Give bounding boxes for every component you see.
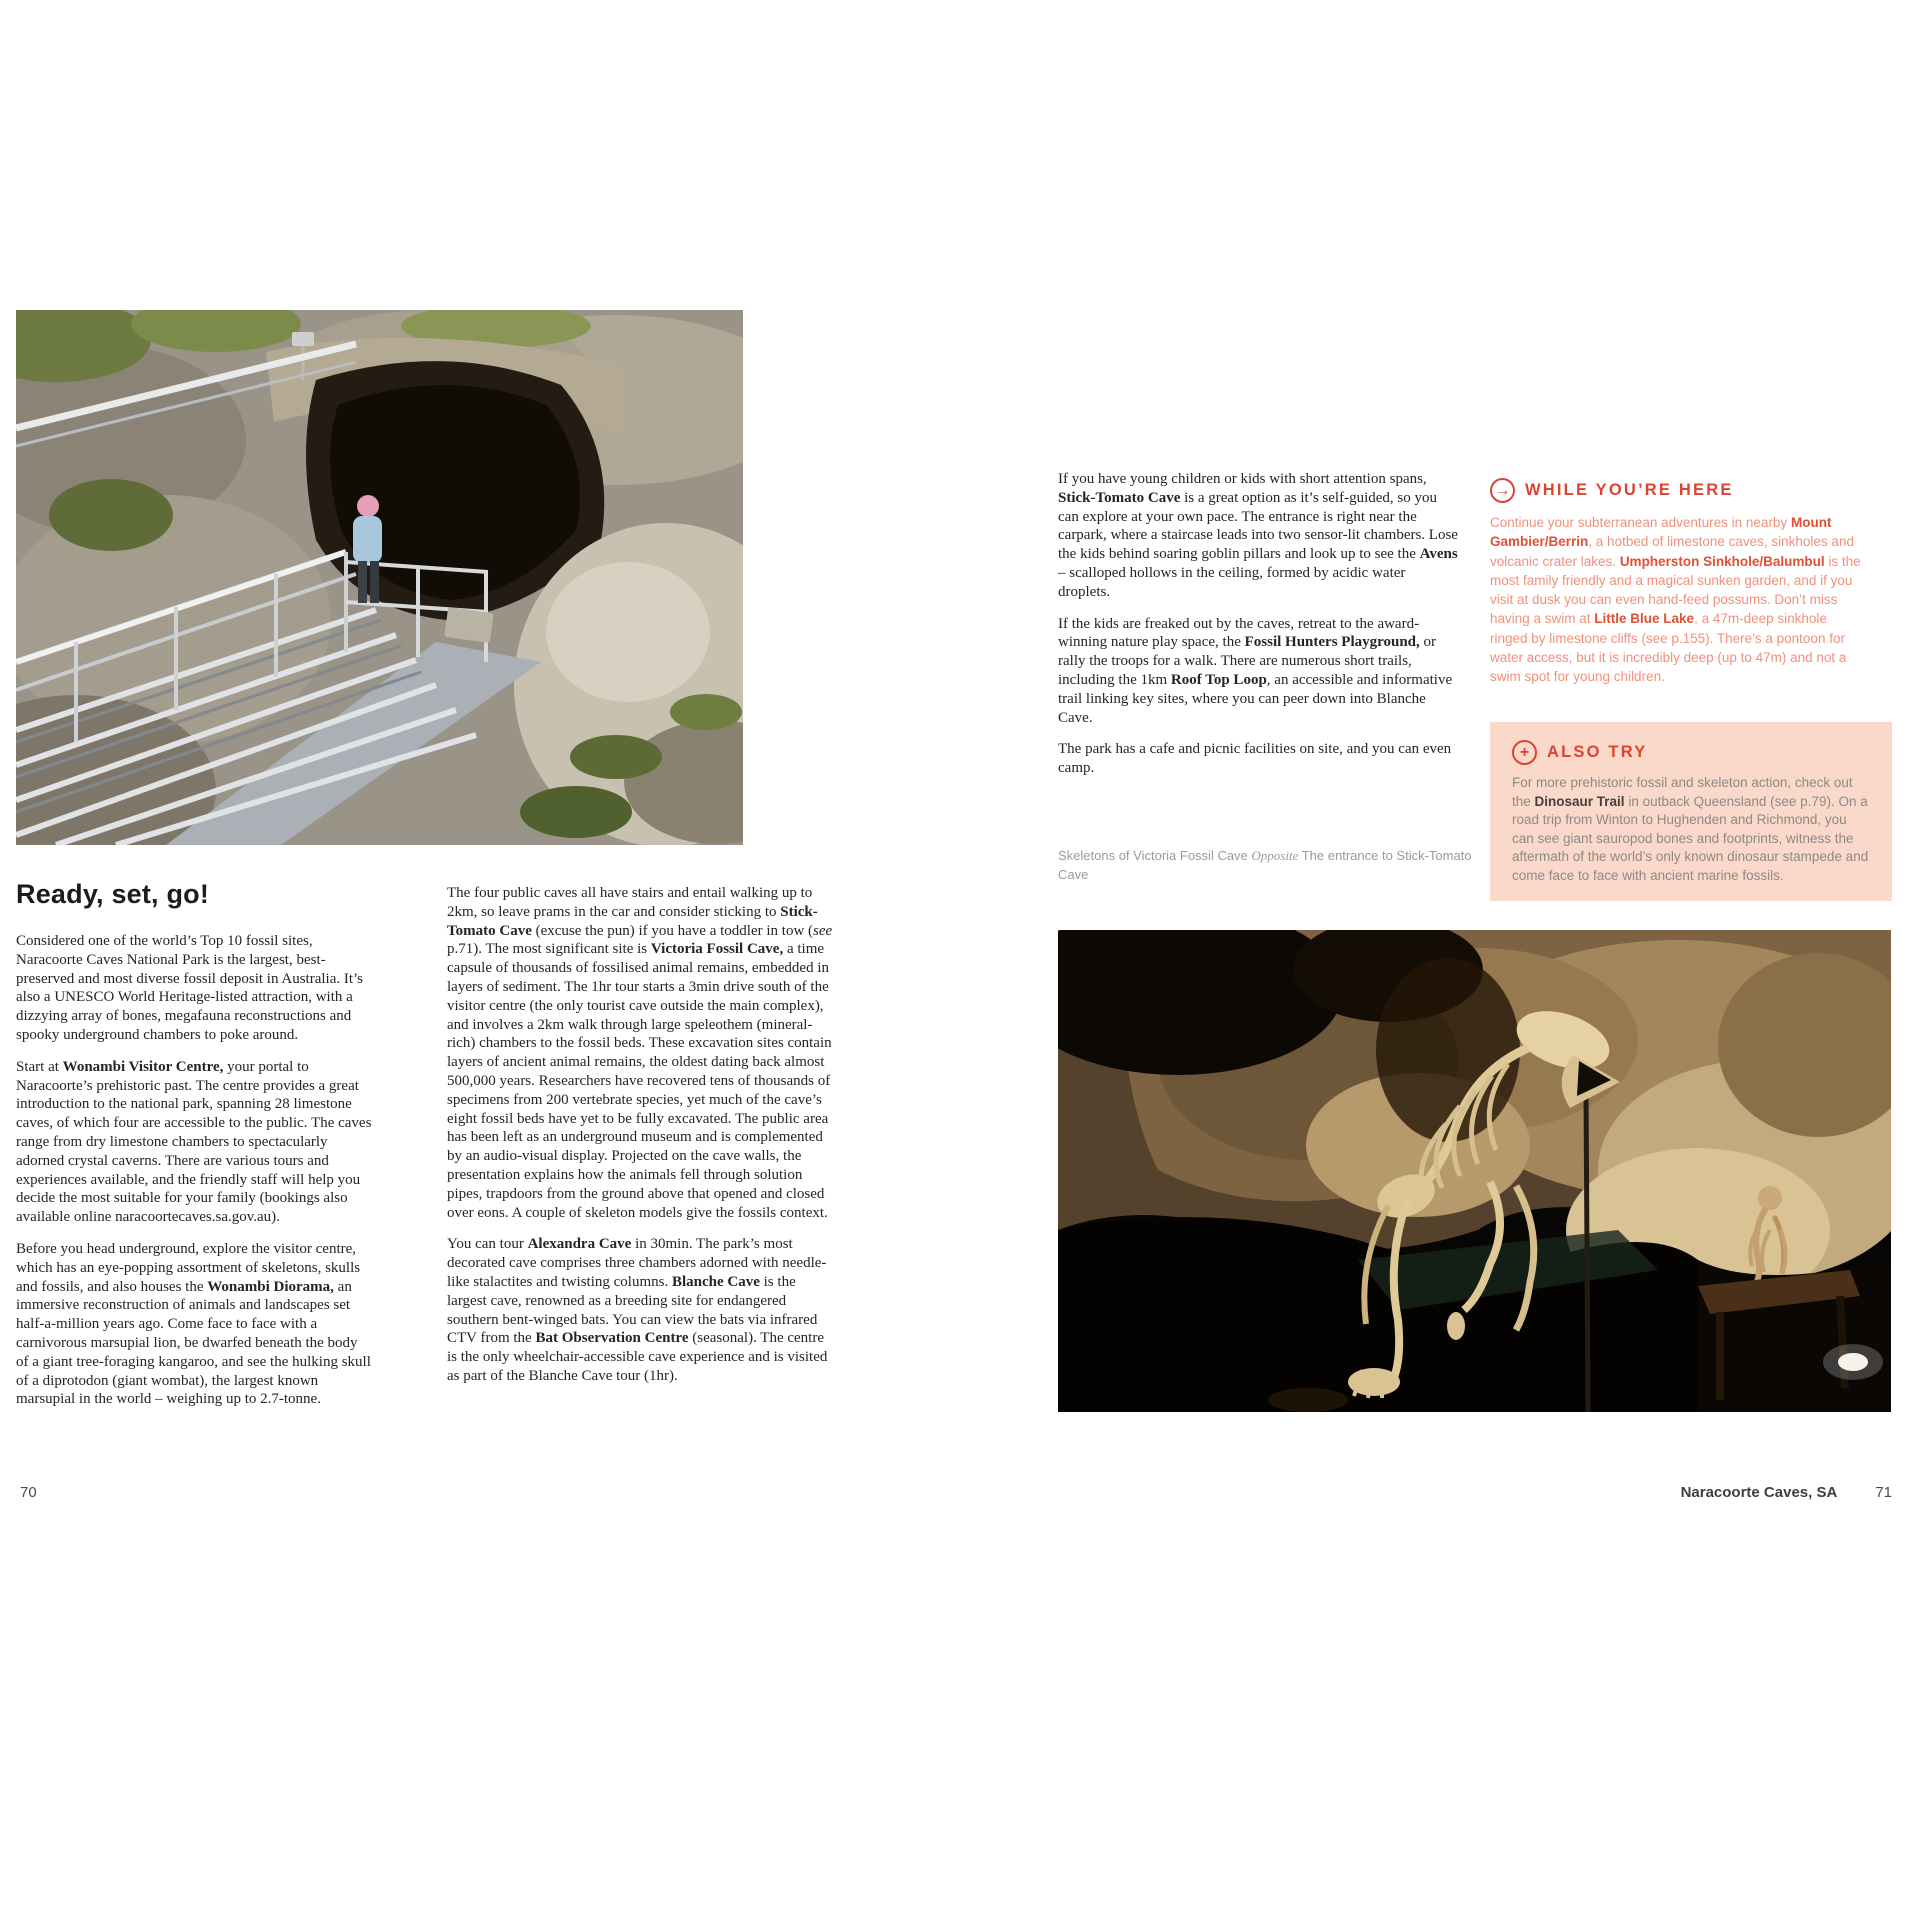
skeleton-cave-photo bbox=[1058, 930, 1891, 1412]
skeleton-cave-illustration bbox=[1058, 930, 1891, 1412]
photo-caption: Skeletons of Victoria Fossil Cave Opposite The entrance to Stick-Tomato Cave bbox=[1058, 848, 1472, 882]
left-column-2 bbox=[447, 884, 833, 1399]
while-youre-here-body: Continue your subterranean adventures in nearby Mount Gambier/Berrin, a hotbed of limestone caves, sinkholes and volcanic crater lakes. Umpherston Sinkhole/Balumbul is the most family friendly and a magical sunken garden, and if you visit at dusk you can even hand-feed possums. Don’t miss having a swim at Little Blue Lake, a 47m-deep sinkhole ringed by limestone cliffs (see p.155). There’s a pontoon for water access, but it is incredibly deep (up to 47m) and not a swim spot for young children. bbox=[1490, 515, 1861, 685]
also-try-body: For more prehistoric fossil and skeleton action, check out the Dinosaur Trail in outback Queensland (see p.79). On a road trip from Winton to Hughenden and Richmond, you can see giant sauropod bones and footprints, witness the aftermath of the world’s only known dinosaur stampede and come face to face with ancient marine fossils. bbox=[1512, 775, 1869, 883]
paragraph: Start at Wonambi Visitor Centre, your portal to Naracoorte’s prehistoric past. The centre provides a great introduction to the national park, spanning 28 limestone caves, of which four are accessible to the public. The caves range from dry limestone chambers to spectacularly adorned crystal caverns. There are various tours and experiences available, and the friendly staff will help you decide the most suitable for your family (bookings also available online naracoortecaves.sa.gov.au). bbox=[16, 1058, 372, 1226]
left-column-1 bbox=[16, 932, 372, 1422]
also-try-title: ALSO TRY bbox=[1547, 743, 1648, 761]
also-try-header bbox=[1512, 740, 1870, 765]
while-youre-here-title: WHILE YOU’RE HERE bbox=[1525, 481, 1734, 499]
paragraph: The four public caves all have stairs and entail walking up to 2km, so leave prams in the car and consider sticking to Stick-Tomato Cave (excuse the pun) if you have a toddler in tow (see p.71). The most significant site is Victoria Fossil Cave, a time capsule of thousands of fossilised animal remains, embedded in layers of sediment. The 1hr tour starts a 3min drive south of the visitor centre (the only tourist cave outside the main complex), and involves a 2km walk through large speleothem (mineral-rich) chambers to the fossil beds. These excavation sites contain layers of ancient animal remains, the oldest dating back almost 500,000 years. Researchers have recovered tens of thousands of specimens from 200 vertebrate species, yet much of the cave’s eight fossil beds have yet to be fully excavated. The public area has been left as an underground museum and is complemented by an audio-visual display. Projected on the cave walls, the presentation explains how the animals fell through solution pipes, trapdoors from the ground above that opened and closed over eons. A couple of skeleton models give the fossils context. bbox=[447, 885, 833, 1221]
also-try-box bbox=[1490, 722, 1892, 901]
plus-circle-icon: + bbox=[1512, 740, 1537, 765]
paragraph: The park has a cafe and picnic facilities on site, and you can even camp. bbox=[1058, 741, 1452, 777]
while-youre-here-header bbox=[1490, 478, 1868, 503]
section-heading: Ready, set, go! bbox=[16, 879, 210, 909]
cave-entrance-photo bbox=[16, 310, 743, 845]
paragraph: Considered one of the world’s Top 10 fossil sites, Naracoorte Caves National Park is the largest, best-preserved and most diverse fossil deposit in Australia. It’s also a UNESCO World Heritage-listed attraction, with a dizzying array of bones, megafauna reconstructions and spooky underground chambers to poke around. bbox=[16, 933, 364, 1043]
chapter-label: Naracoorte Caves, SA bbox=[1680, 1484, 1838, 1501]
page-number-left: 70 bbox=[20, 1484, 37, 1501]
paragraph: If the kids are freaked out by the caves, retreat to the award-winning nature play space, the Fossil Hunters Playground, or rally the troops for a walk. There are numerous short trails, including the 1km Roof Top Loop, an accessible and informative trail linking key sites, where you can peer down into Blanche Cave. bbox=[1058, 615, 1453, 726]
paragraph: Before you head underground, explore the visitor centre, which has an eye-popping assortment of skeletons, skulls and fossils, and also houses the Wonambi Diorama, an immersive reconstruction of animals and landscapes set half-a-million years ago. Come face to face with a carnivorous marsupial lion, be dwarfed beneath the body of a giant tree-foraging kangaroo, and see the hulking skull of a diprotodon (giant wombat), the largest known marsupial in the world – weighing up to 2.7-tonne. bbox=[16, 1240, 371, 1408]
page-number-right: 71 bbox=[1875, 1484, 1892, 1501]
cave-entrance-illustration bbox=[16, 310, 743, 845]
paragraph: You can tour Alexandra Cave in 30min. The park’s most decorated cave comprises three chambers adorned with needle-like stalactites and twisting columns. Blanche Cave is the largest cave, renowned as a breeding site for endangered southern bent-winged bats. You can view the bats via infrared CTV from the Bat Observation Centre (seasonal). The centre is the only wheelchair-accessible cave experience and is visited as part of the Blanche Cave tour (1hr). bbox=[447, 1236, 828, 1384]
right-column bbox=[1058, 470, 1460, 791]
while-youre-here-section bbox=[1490, 478, 1868, 687]
footer-right bbox=[1681, 1484, 1892, 1501]
arrow-right-circle-icon: → bbox=[1490, 478, 1515, 503]
paragraph: If you have young children or kids with short attention spans, Stick-Tomato Cave is a great option as it’s self-guided, so you can explore at your own pace. The entrance is right near the carpark, where a staircase leads into two sensor-lit chambers. Lose the kids behind soaring goblin pillars and look up to see the Avens – scalloped hollows in the ceiling, formed by acidic water droplets. bbox=[1058, 471, 1458, 600]
